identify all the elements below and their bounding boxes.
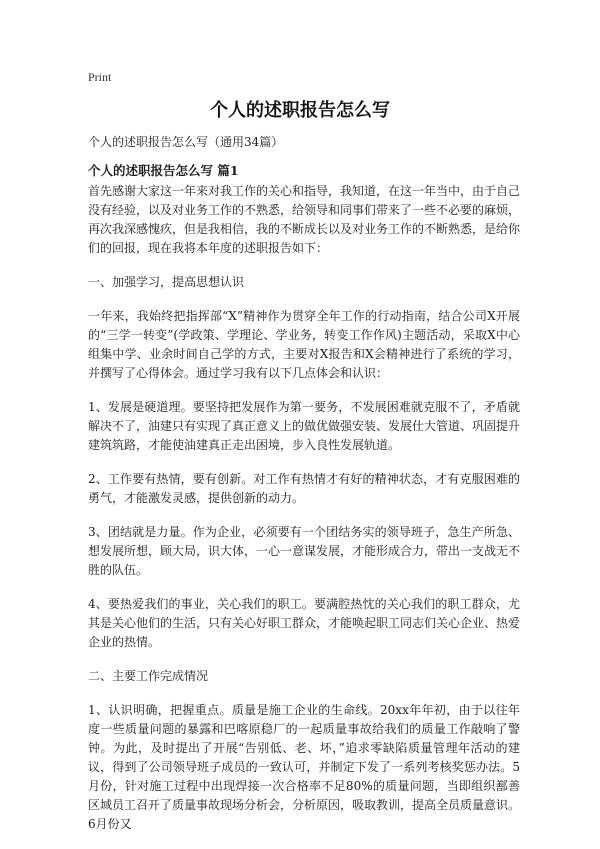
paragraph-intro: 首先感谢大家这一年来对我工作的关心和指导，我知道，在这一年当中，由于自己没有经验，以及对业务工作的不熟悉，给领导和同事们带来了一些不必要的麻烦，再次我深感愧疚，但是我相信，我的不断成长以及对业务工作的不断熟悉，是给你们的回报，现在我将本年度的述职报告如下： (88, 184, 521, 255)
paragraph-work-1: 1、认识明确，把握重点。质量是施工企业的生命线。20xx年年初，由于以往年度一些质量问题的暴露和巴喀原稳厂的一起质量事故给我们的质量工作敲响了警钟。为此，及时提出了开展“告别低、老、坏，”追求零缺陷质量管理年活动的建议，得到了公司领导班子成员的一致认可，并制定下发了一系列考核奖惩办法。5月份，针对施工过程中出现焊接一次合格率不足80%的质量问题，当即组织鄯善区域员工召开了质量事故现场分析会，分析原因，吸取教训，提高全员质量意识。6月份又 (88, 703, 521, 831)
paragraph-point-4: 4、要热爱我们的事业，关心我们的职工。要满腔热忱的关心我们的职工群众，尤其是关心他们的生活，只有关心好职工群众，才能唤起职工同志们关心企业、热爱企业的热情。 (88, 597, 521, 649)
print-label[interactable]: Print (88, 70, 112, 84)
section-heading: 个人的述职报告怎么写 篇1 (88, 163, 239, 178)
document-subtitle: 个人的述职报告怎么写（通用34篇） (88, 135, 284, 149)
document-body (88, 182, 520, 849)
paragraph-point-2: 2、工作要有热情，要有创新。对工作有热情才有好的精神状态，才有克服困难的勇气，才能激发灵感，提供创新的动力。 (88, 472, 520, 505)
paragraph-point-3: 3、团结就是力量。作为企业，必须要有一个团结务实的领导班子，急生产所急、想发展所想，顾大局，识大体，一心一意谋发展，才能形成合力，带出一支战无不胜的队伍。 (88, 525, 521, 577)
heading-learning: 一、加强学习，提高思想认识 (88, 275, 245, 289)
heading-work-completion: 二、主要工作完成情况 (88, 669, 209, 683)
page-title: 个人的述职报告怎么写 (210, 100, 390, 121)
paragraph-learning: 一年来，我始终把指挥部“X”精神作为贯穿全年工作的行动指南，结合公司X开展的“三学一转变”(学政策、学理论、学业务，转变工作作风)主题活动，采取X中心组集中学、业余时间自己学的方式，主要对X报告和X会精神进行了系统的学习，并撰写了心得体会。通过学习我有以下几点体会和认识： (88, 309, 520, 380)
paragraph-point-1: 1、发展是硬道理。要坚持把发展作为第一要务，不发展困难就克服不了，矛盾就解决不了，油建只有实现了真正意义上的做优做强安装、发展仕大管道、巩固提升建筑筑路，才能使油建真正走出困境，步入良性发展轨道。 (88, 400, 521, 452)
